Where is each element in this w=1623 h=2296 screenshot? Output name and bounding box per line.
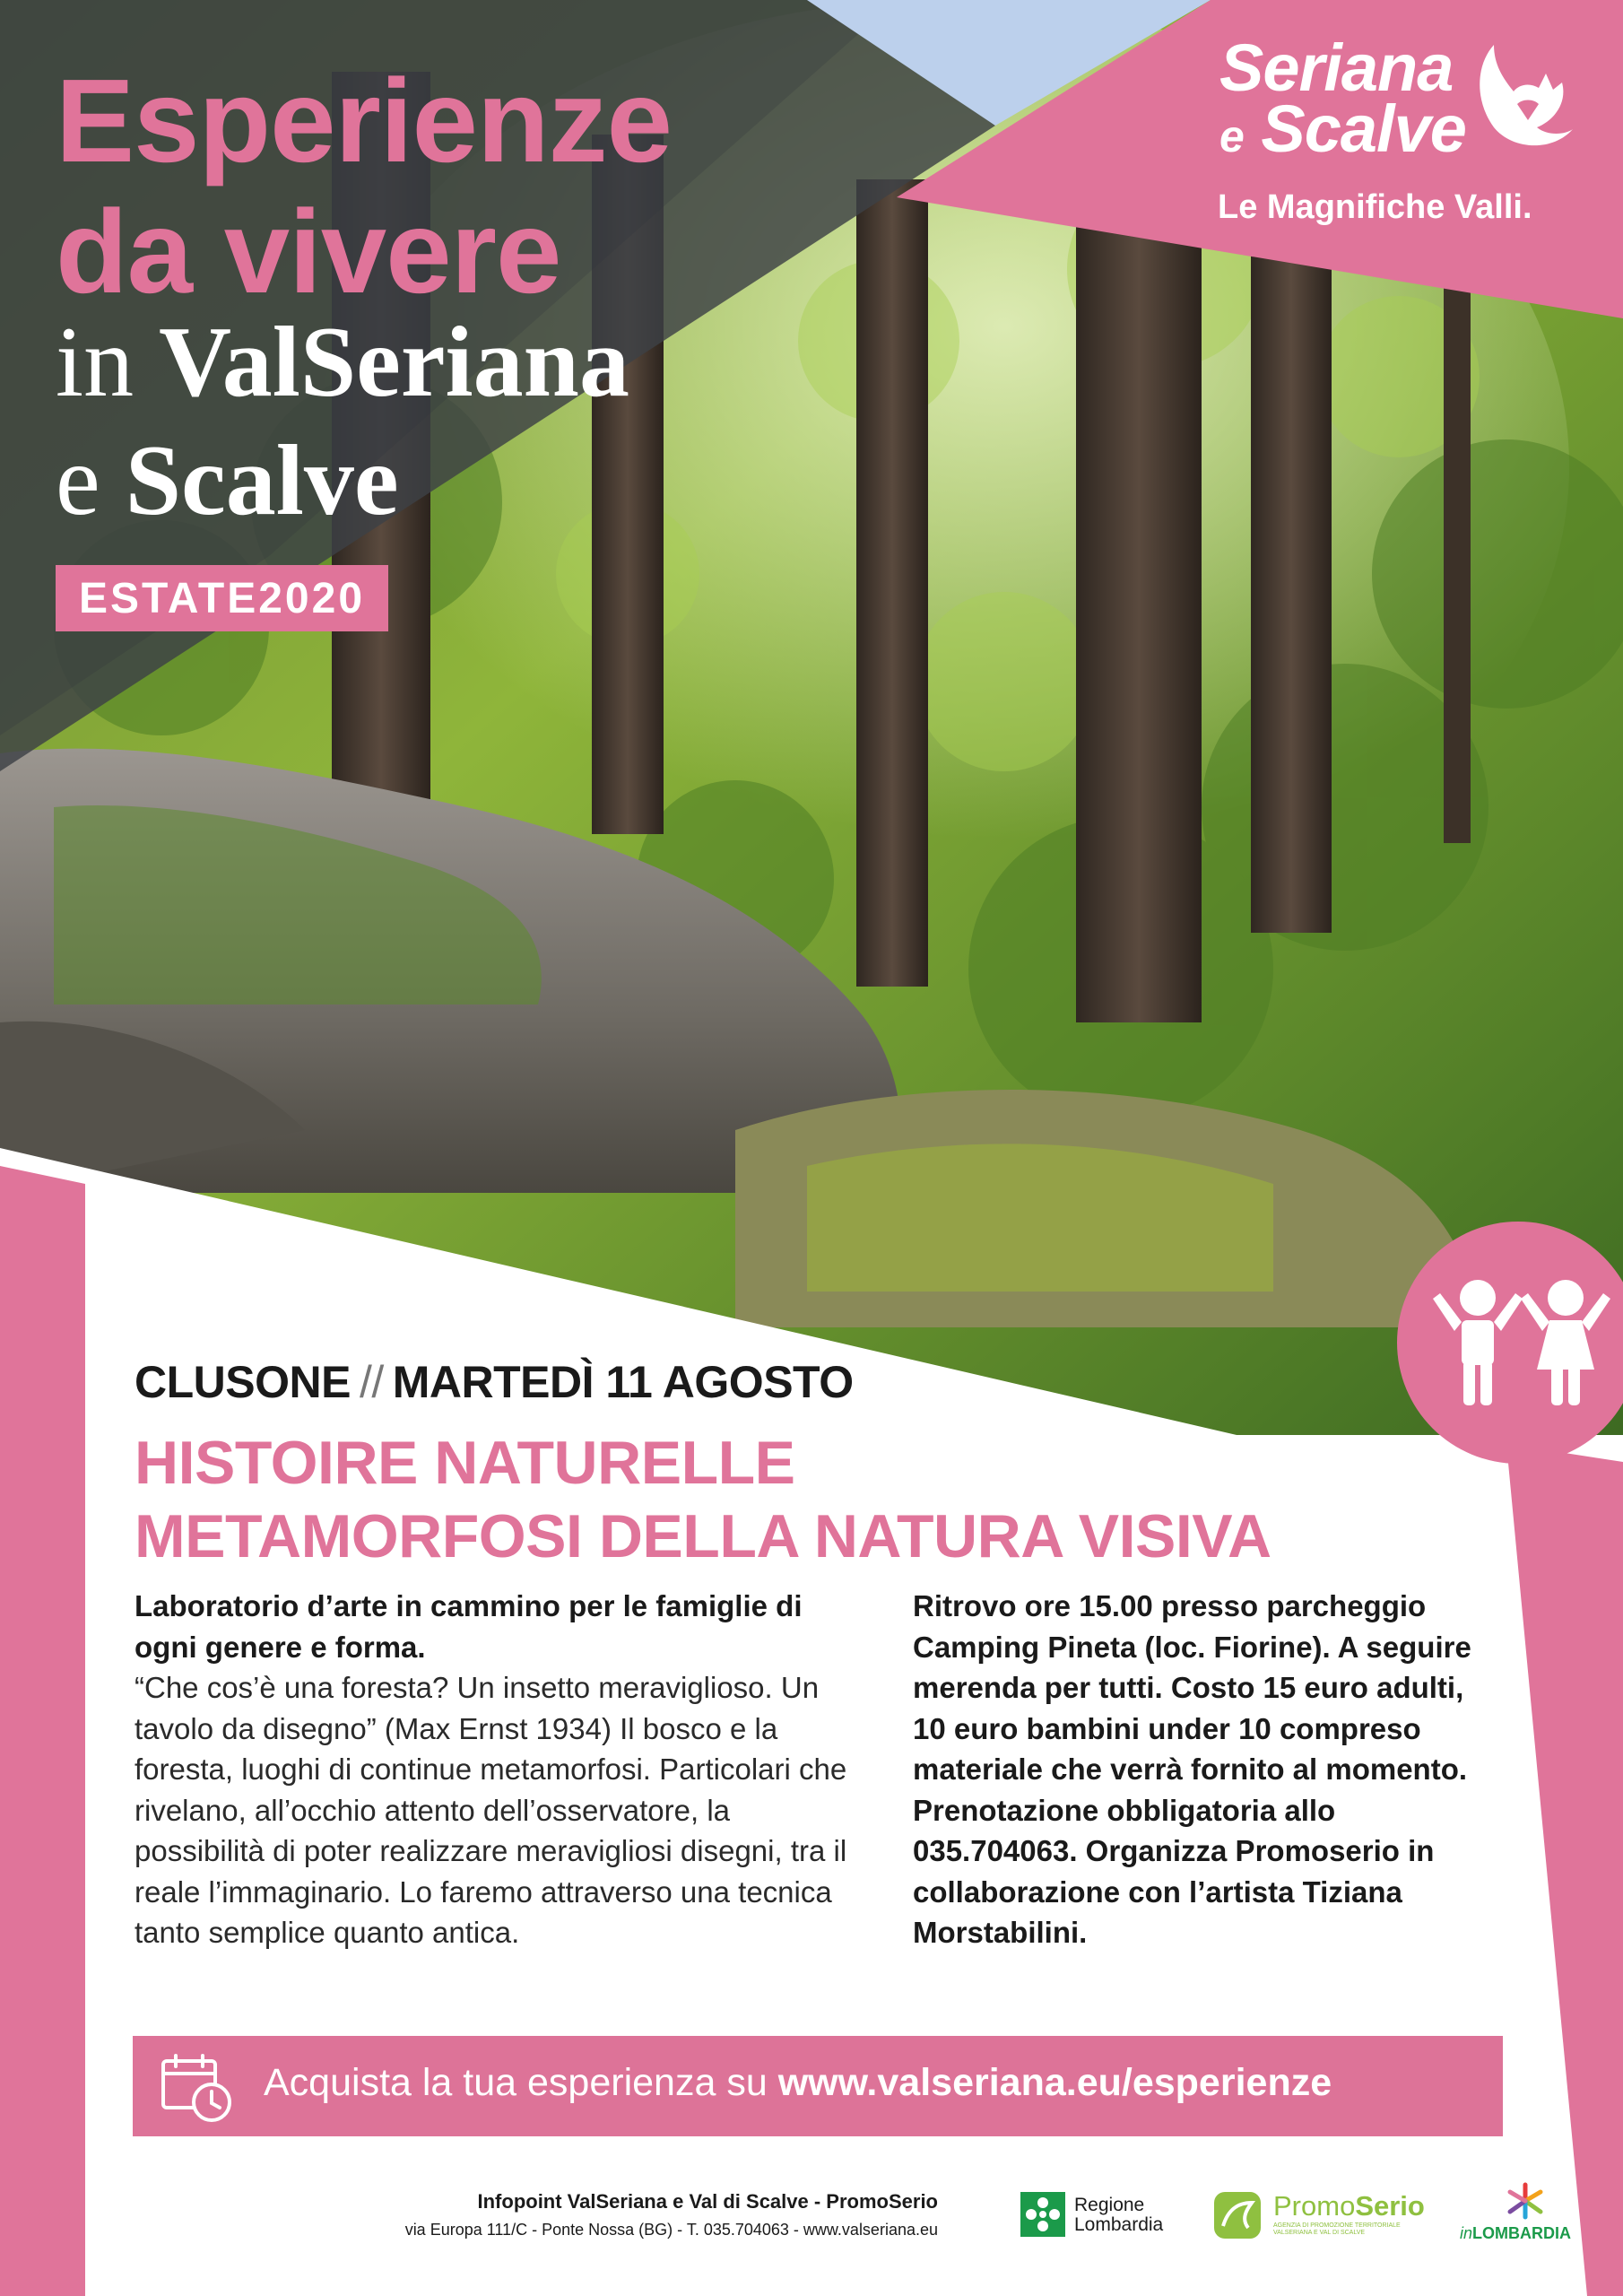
children-icon	[1397, 1222, 1623, 1464]
inlombardia-star-icon	[1503, 2181, 1548, 2221]
description-lead: Laboratorio d’arte in cammino per le famiglie di ogni genere e forma.	[135, 1589, 803, 1664]
inlombardia-wordmark-a: in	[1460, 2224, 1473, 2242]
headline-line4-prefix: e	[56, 425, 100, 536]
headline-line4	[56, 422, 399, 540]
description-text: “Che cos’è una foresta? Un insetto meraviglioso. Un tavolo da disegno” (Max Ernst 1934) Il bosco e la foresta, luoghi di continue metamorfosi. Particolari che rivelano, all’occhio attento dell’osservatore, la possibilità di poter realizzare meravigliosi disegni, tra il reale l’immaginario. Lo faremo attraverso una tecnica tanto semplice quanto antica.	[135, 1671, 847, 1949]
cta-text	[264, 2061, 1332, 2105]
headline-line4-bold: Scalve	[125, 425, 399, 536]
logo-line2-e: e	[1219, 111, 1244, 161]
footer-address: via Europa 111/C - Ponte Nossa (BG) - T. 035.704063 - www.valseriana.eu	[404, 2221, 938, 2239]
description-right: Ritrovo ore 15.00 presso parcheggio Camping Pineta (loc. Fiorine). A seguire merenda per tutti. Costo 15 euro adulti, 10 euro bambini under 10 compreso materiale che verrà fornito al momento. Prenotazione obbligatoria allo 035.704063. Organizza Promoserio in collaborazione con l’artista Tiziana Morstabilini.	[913, 1589, 1471, 1949]
regione-line2: Lombardia	[1074, 2214, 1164, 2235]
inlombardia-logo[interactable]	[1456, 2181, 1600, 2248]
headline-line1: Esperienze	[56, 55, 672, 187]
logo-tagline: Le Magnifiche Valli.	[1218, 188, 1532, 226]
calendar-clock-icon	[160, 2052, 235, 2124]
promoserio-logo[interactable]	[1212, 2188, 1436, 2242]
promoserio-subtitle: AGENZIA DI PROMOZIONE TERRITORIALE VALSERIANA E VAL DI SCALVE	[1273, 2222, 1401, 2236]
footer-infopoint: Infopoint ValSeriana e Val di Scalve - PromoSerio	[477, 2190, 938, 2213]
inlombardia-wordmark-b: LOMBARDIA	[1472, 2224, 1572, 2242]
regione-lombardia-icon	[1020, 2192, 1065, 2237]
headline-line2: da vivere	[56, 186, 561, 317]
cta-banner[interactable]	[133, 2036, 1503, 2136]
brand-logo[interactable]	[1214, 30, 1600, 235]
event-separator: //	[359, 1357, 384, 1407]
event-title-line1: HISTOIRE NATURELLE	[135, 1429, 795, 1497]
promoserio-name-a: Promo	[1273, 2190, 1356, 2222]
logo-line2	[1219, 91, 1466, 167]
headline-line3-bold: ValSeriana	[159, 307, 629, 418]
description-left	[135, 1586, 859, 1953]
cta-url-link[interactable]: www.valseriana.eu/esperienze	[777, 2061, 1332, 2104]
headline-line3	[56, 303, 629, 422]
event-place: CLUSONE	[135, 1357, 351, 1407]
event-title-line2: METAMORFOSI DELLA NATURA VISIVA	[135, 1502, 1271, 1570]
event-date: MARTEDÌ 11 AGOSTO	[392, 1357, 854, 1407]
fox-icon	[1467, 38, 1580, 154]
cta-prefix: Acquista la tua esperienza su	[264, 2061, 768, 2104]
logo-line1: Seriana	[1219, 30, 1454, 105]
regione-line1: Regione	[1074, 2195, 1145, 2215]
promoserio-name	[1273, 2190, 1425, 2222]
event-header	[135, 1356, 854, 1408]
season-year: 2020	[258, 575, 366, 622]
headline-line3-prefix: in	[56, 307, 135, 418]
promoserio-name-b: Serio	[1355, 2190, 1425, 2222]
season-label: ESTATE	[79, 575, 259, 622]
inlombardia-wordmark	[1460, 2224, 1571, 2243]
season-badge	[56, 565, 388, 631]
logo-line2-scalve: Scalve	[1261, 91, 1466, 166]
regione-lombardia-logo[interactable]	[1020, 2190, 1182, 2240]
promoserio-icon	[1212, 2190, 1263, 2240]
